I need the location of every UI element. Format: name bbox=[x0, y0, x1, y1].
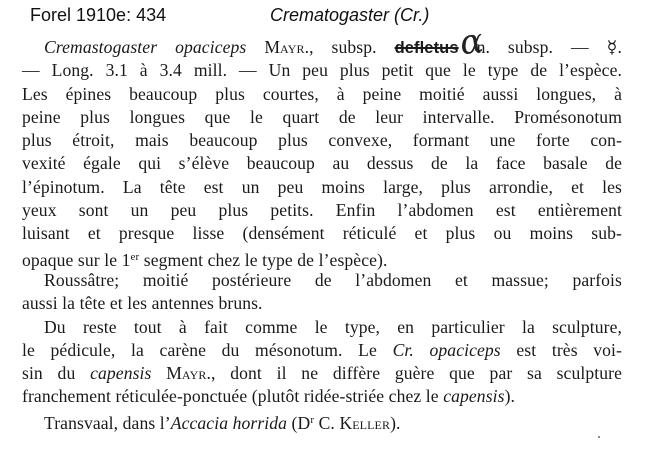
subsp-suffix: n. subsp. — ☿. bbox=[476, 37, 622, 57]
text-line: franchement réticulée-ponctuée (plutôt ridée-striée chez le capensis). bbox=[22, 386, 516, 407]
subsp-prefix: , subsp. bbox=[309, 37, 377, 57]
handwritten-correction: α bbox=[457, 20, 486, 64]
text-line: plus étroit, mais beaucoup plus convexe, formant une forte con- bbox=[22, 130, 622, 151]
text-line: Du reste tout à fait comme le type, en particulier la sculpture, bbox=[44, 316, 622, 337]
reference-label: Forel 1910e: 434 bbox=[30, 5, 167, 25]
text-line: luisant et presque lisse (densément réticulé et plus ou moins sub- bbox=[22, 223, 622, 244]
text-line: — Long. 3.1 à 3.4 mill. — Un peu plus petit que le type de l’espèce. bbox=[22, 60, 622, 81]
taxon-name: Cremastogaster opaciceps bbox=[44, 37, 247, 57]
description-text bbox=[22, 36, 622, 432]
author-name: Mayr. bbox=[264, 37, 310, 57]
text-line: Roussâtre; moitié postérieure de l’abdomen et massue; parfois bbox=[44, 269, 622, 290]
text-line: sin du capensis Mayr., dont il ne diffère guère que par sa sculpture bbox=[22, 363, 623, 384]
text-line: l’épinotum. La tête est un peu moins large, plus arrondie, et les bbox=[22, 176, 622, 197]
text-line: yeux sont un peu plus petits. Enfin l’abdomen est entièrement bbox=[22, 200, 622, 221]
text-line: vexité égale qui s’élève beaucoup au dessus de la face basale de bbox=[22, 153, 622, 174]
scan-speck bbox=[598, 436, 600, 438]
text-line: Transvaal, dans l’Accacia horrida ($D^r$ C. Keller). bbox=[44, 412, 401, 433]
text-line: aussi la tête et les antennes bruns. bbox=[22, 293, 263, 314]
text-line: le pédicule, la carène du mésonotum. Le Cr. opaciceps est très voi- bbox=[22, 339, 623, 360]
genus-label: Crematogaster (Cr.) bbox=[270, 5, 430, 25]
text-line: peine plus longues que le quart de leur intervalle. Promésonotum bbox=[22, 106, 622, 127]
subspecies-name: defletus bbox=[394, 39, 459, 57]
text-line: Les épines beaucoup plus courtes, à peine moitié aussi longues, à bbox=[22, 83, 622, 104]
text-line bbox=[22, 36, 622, 59]
text-line: opaque sur le 1er segment chez le type de l’espèce). bbox=[22, 249, 388, 270]
